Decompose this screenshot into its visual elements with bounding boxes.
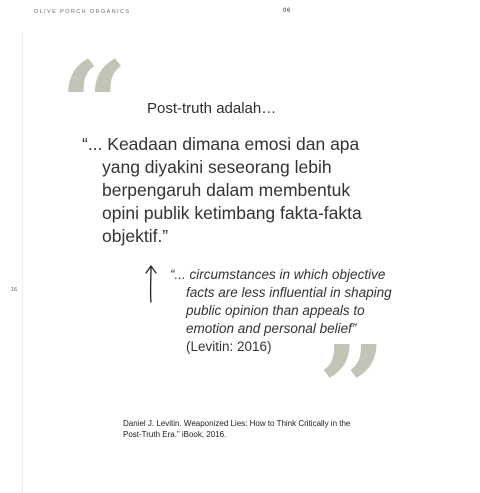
header-page-number: 06: [283, 8, 291, 14]
english-quote-line: emotion and personal belief”: [186, 321, 357, 336]
main-quote-line: yang diyakini seseorang lebih: [102, 157, 332, 177]
english-quote-line: facts are less influential in shaping: [186, 285, 392, 300]
quote-citation: (Levitin: 2016): [186, 339, 272, 354]
side-page-number: 16: [11, 287, 18, 293]
reference-line: Daniel J. Levitin. Weaponized Lies: How to Think Critically in the: [123, 419, 351, 428]
main-quote-line: berpengaruh dalam membentuk: [102, 180, 351, 200]
close-quote-mark-icon: ”: [318, 319, 386, 458]
open-quote-mark-icon: “: [60, 35, 128, 174]
header-brand: OLIVE PORCH ORGANICS: [34, 9, 131, 15]
english-quote-line: public opinion than appeals to: [186, 303, 365, 318]
intro-heading: Post-truth adalah…: [147, 100, 277, 117]
main-quote-line: opini publik ketimbang fakta-fakta: [102, 203, 362, 223]
english-quote-line: “... circumstances in which objective: [170, 267, 386, 282]
main-quote: [82, 133, 412, 248]
reference: [123, 418, 423, 440]
main-quote-line: “... Keadaan dimana emosi dan apa: [82, 134, 360, 154]
reference-line: Post-Truth Era.” iBook, 2016.: [123, 430, 227, 439]
main-quote-line: objektif.”: [102, 226, 169, 246]
up-arrow-icon: [144, 264, 158, 304]
margin-rule: [22, 33, 23, 493]
